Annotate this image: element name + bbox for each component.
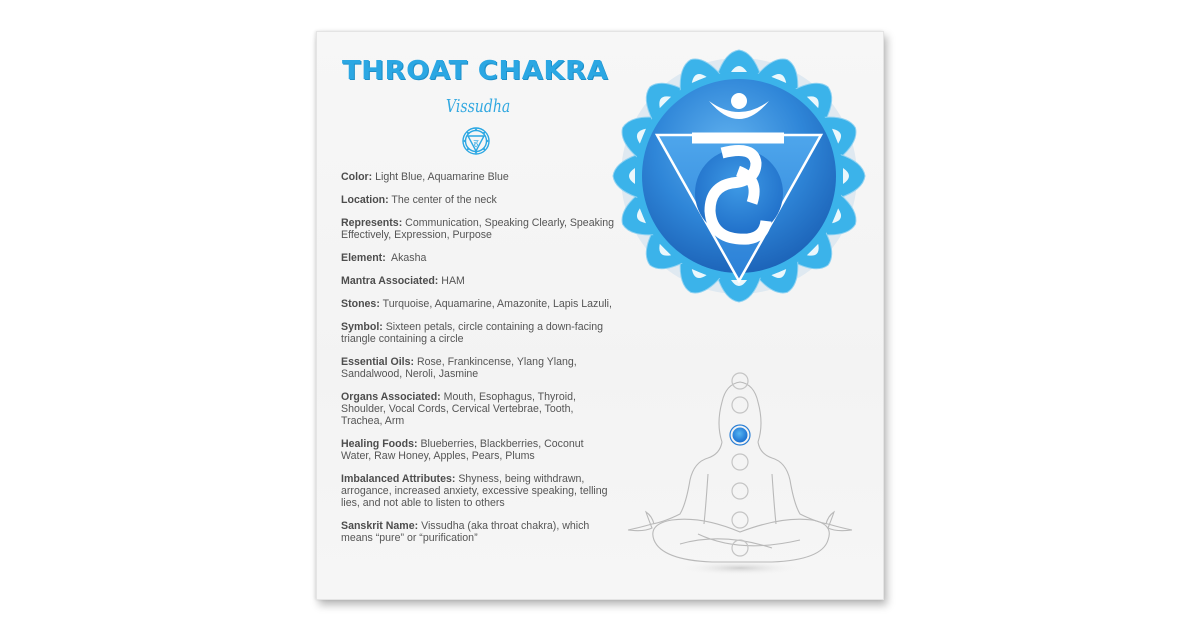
poster-subtitle: Vissudha — [446, 96, 511, 117]
figure-shadow — [682, 561, 798, 575]
attr-stones — [341, 298, 616, 310]
chakra-points — [732, 373, 748, 556]
attr-organs — [341, 391, 616, 427]
attr-essential-oils — [341, 356, 616, 380]
mini-chakra-icon — [459, 124, 493, 158]
attr-sanskrit-name — [341, 520, 616, 544]
attr-value: Vissudha (aka throat chakra), which means “pure” or “purification” — [341, 520, 590, 544]
attr-label: Healing Foods: — [341, 438, 418, 450]
attr-mantra — [341, 275, 616, 287]
attr-value: Blueberries, Blackberries, Coconut Water, Raw Honey, Apples, Pears, Plums — [341, 438, 584, 462]
attr-value: Light Blue, Aquamarine Blue — [372, 171, 509, 183]
attr-label: Location: — [341, 194, 389, 206]
attr-value: Communication, Speaking Clearly, Speaking Effectively, Expression, Purpose — [341, 217, 615, 241]
attr-value: Sixteen petals, circle containing a down-facing triangle containing a circle — [341, 321, 604, 345]
attr-label: Essential Oils: — [341, 356, 415, 368]
attr-value: The center of the neck — [388, 194, 497, 206]
chakra-point-throat-active — [733, 428, 748, 443]
attr-value: Mouth, Esophagus, Thyroid, Shoulder, Vocal Cords, Cervical Vertebrae, Tooth, Trachea, Arm — [341, 391, 576, 427]
attr-represents — [341, 217, 616, 241]
attr-color — [341, 171, 616, 183]
attr-label: Element: — [341, 252, 386, 264]
attr-value: Rose, Frankincense, Ylang Ylang, Sandalwood, Neroli, Jasmine — [341, 356, 577, 380]
chakra-point-sacral — [732, 512, 748, 528]
chakra-point-root — [732, 540, 748, 556]
chakra-point-solar-plexus — [732, 483, 748, 499]
attr-value: Shyness, being withdrawn, arrogance, increased anxiety, excessive speaking, telling lies, and not able to listen to others — [341, 473, 608, 509]
attr-imbalanced — [341, 473, 616, 509]
attr-location — [341, 194, 616, 206]
attr-value: Turquoise, Aquamarine, Amazonite, Lapis Lazuli, — [379, 298, 612, 310]
attr-label: Sanskrit Name: — [341, 520, 419, 532]
attr-label: Stones: — [341, 298, 380, 310]
attr-value: Akasha — [385, 252, 427, 264]
chakra-point-crown — [732, 373, 748, 389]
chakra-point-heart — [732, 454, 748, 470]
attr-label: Imbalanced Attributes: — [341, 473, 456, 485]
attribute-list — [341, 171, 616, 555]
throat-chakra-mandala-icon — [612, 45, 866, 307]
attr-label: Color: — [341, 171, 373, 183]
attr-label: Mantra Associated: — [341, 275, 439, 287]
attr-symbol — [341, 321, 616, 345]
attr-healing-foods — [341, 438, 616, 462]
meditating-figure-icon — [622, 364, 858, 580]
poster-title: THROAT CHAKRA — [342, 56, 609, 86]
body-outline — [628, 382, 852, 562]
attr-element — [341, 252, 616, 264]
attr-label: Represents: — [341, 217, 403, 229]
svg-text:ह: ह — [473, 139, 479, 149]
attr-value: HAM — [438, 275, 465, 287]
bindu-dot — [731, 93, 747, 109]
attr-label: Symbol: — [341, 321, 383, 333]
attr-label: Organs Associated: — [341, 391, 441, 403]
chakra-point-third-eye — [732, 397, 748, 413]
